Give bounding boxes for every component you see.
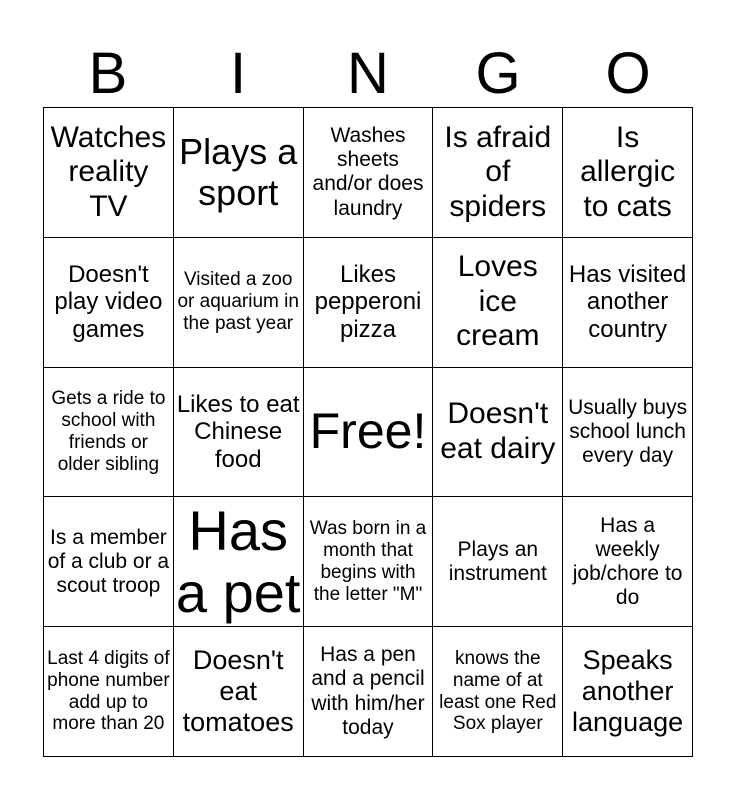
bingo-cell-r2c3[interactable] [304,238,434,368]
bingo-cell-r2c5[interactable] [563,238,693,368]
header-letter-i: I [229,41,247,106]
bingo-cell-r4c4[interactable] [433,497,563,627]
cell-text: Usually buys school lunch every day [568,395,688,468]
cell-text: Was born in a month that begins with the letter "M" [309,518,427,605]
bingo-cell-r5c4[interactable] [433,627,563,757]
cell-text: Likes pepperoni pizza [314,260,422,343]
bingo-cell-r3c5[interactable] [563,368,693,498]
bingo-cell-r1c4[interactable] [433,108,563,238]
cell-text: Has visited another country [568,260,687,343]
cell-text: Loves ice cream [456,250,540,353]
bingo-cell-r5c3[interactable] [304,627,434,757]
header-letter-n: N [347,41,389,106]
bingo-cell-r5c1[interactable] [44,627,174,757]
bingo-cell-r4c5[interactable] [563,497,693,627]
cell-text: Doesn't play video games [54,260,163,343]
cell-text: Doesn't eat tomatoes [182,645,294,738]
bingo-header [43,40,693,108]
cell-text: Speaks another language [572,645,684,738]
bingo-cell-r1c5[interactable] [563,108,693,238]
header-letter-b: B [88,41,128,106]
cell-text: Has a pen and a pencil with him/her today [311,643,425,739]
cell-text: Plays a sport [179,131,298,214]
cell-text: Visited a zoo or aquarium in the past year [177,269,299,335]
cell-text: Gets a ride to school with friends or older sibling [51,388,166,475]
bingo-board [43,107,693,757]
header-letter-g: G [475,41,521,106]
cell-text: Free! [309,403,427,460]
bingo-cell-r3c4[interactable] [433,368,563,498]
cell-text: Is afraid of spiders [444,120,552,223]
bingo-cell-r1c2[interactable] [174,108,304,238]
bingo-cell-r3c1[interactable] [44,368,174,498]
bingo-cell-r2c2[interactable] [174,238,304,368]
cell-text: Watches reality TV [50,120,167,223]
bingo-cell-r5c2[interactable] [174,627,304,757]
cell-text: Is allergic to cats [580,120,676,223]
bingo-cell-r4c1[interactable] [44,497,174,627]
cell-text: Last 4 digits of phone number add up to more than 20 [47,647,170,735]
bingo-cell-r3c2[interactable] [174,368,304,498]
bingo-cell-r1c1[interactable] [44,108,174,238]
bingo-cell-r4c3[interactable] [304,497,434,627]
cell-text: knows the name of at least one Red Sox player [439,647,557,735]
bingo-cell-r4c2[interactable] [174,497,304,627]
cell-text: Plays an instrument [448,537,547,585]
cell-text: Doesn't eat dairy [440,397,556,465]
bingo-cell-r2c1[interactable] [44,238,174,368]
bingo-cell-free[interactable] [304,368,434,498]
bingo-cell-r5c5[interactable] [563,627,693,757]
bingo-cell-r1c3[interactable] [304,108,434,238]
header-letter-o: O [605,41,651,106]
cell-text: Has a pet [175,499,301,624]
cell-text: Likes to eat Chinese food [176,390,300,473]
cell-text: Has a weekly job/chore to do [572,513,683,609]
bingo-cell-r2c4[interactable] [433,238,563,368]
cell-text: Is a member of a club or a scout troop [47,525,170,597]
cell-text: Washes sheets and/or does laundry [312,124,424,220]
